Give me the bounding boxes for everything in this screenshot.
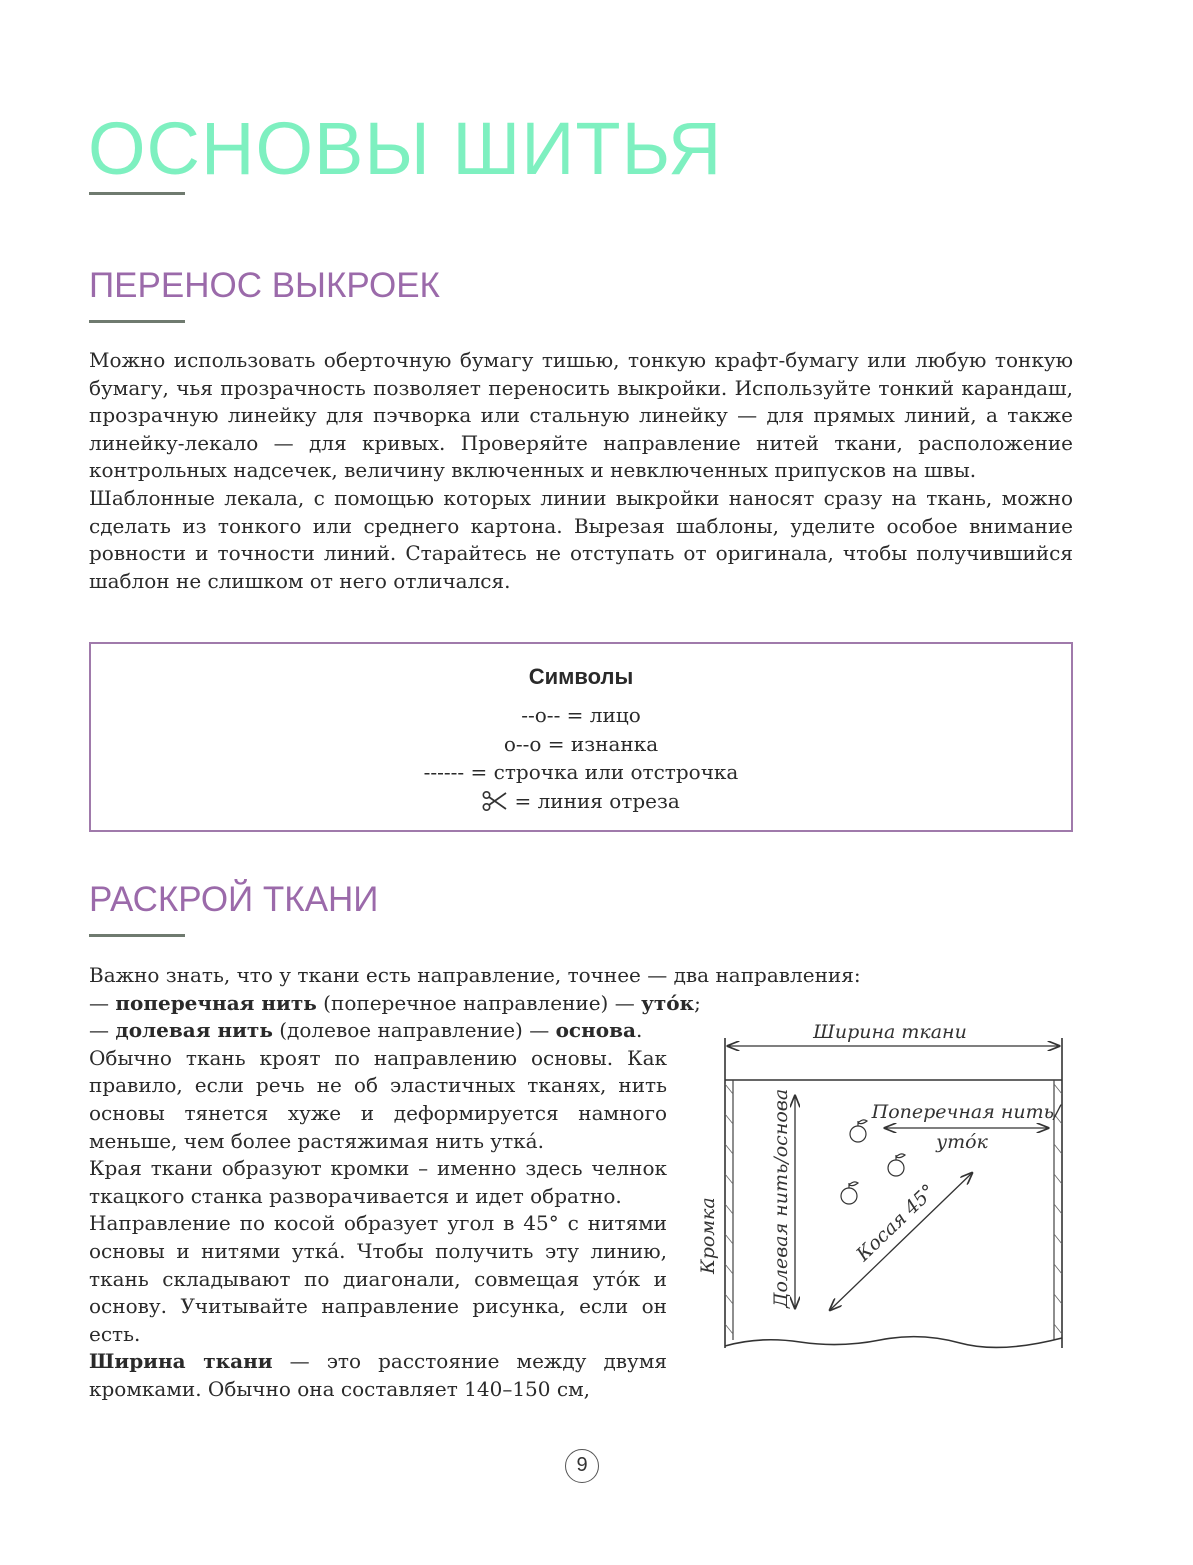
weft-label-line1: Поперечная нить/ — [871, 1101, 1061, 1123]
section-heading-pattern-transfer: ПЕРЕНОС ВЫКРОЕК — [89, 266, 440, 305]
symbol-stitch: ------ = строчка или отстрочка — [423, 760, 739, 784]
warp-label: Долевая нить/основа — [770, 1088, 792, 1308]
fabric-grain-diagram — [690, 1018, 1070, 1358]
intro-line: Важно знать, что у ткани есть направление, точнее — два направления: — [89, 963, 861, 987]
apple-icon — [850, 1120, 867, 1142]
fabric-cutting-intro — [89, 962, 1073, 1017]
section-underline — [89, 934, 185, 937]
paragraph: Направление по косой образует угол в 45° с нитями основы и нитями утка́. Чтобы получить эту линию, ткань складывают по диагонали, совмещая уто́к и основу. Учитывайте направление рисунка, если он есть. — [89, 1211, 667, 1346]
section-heading-fabric-cutting: РАСКРОЙ ТКАНИ — [89, 880, 379, 919]
weft-name: уто́к — [641, 990, 695, 1015]
symbol-right-side: --o-- = лицо — [521, 703, 641, 727]
symbol-cut-line-text: = линия отреза — [514, 788, 680, 813]
bias-label: Косая 45° — [852, 1180, 940, 1266]
apple-icon — [888, 1154, 905, 1176]
symbol-cut-line — [91, 787, 1071, 820]
fabric-width-label: Ширина ткани — [813, 1021, 967, 1043]
page-number: 9 — [565, 1449, 599, 1483]
section-underline — [89, 320, 185, 323]
pattern-transfer-text — [89, 347, 1073, 595]
weft-line: — поперечная нить (поперечное направление) — уто́к; — [89, 990, 701, 1015]
paragraph: Ширина ткани — это расстояние между двумя кромками. Обычно она составляет 140–150 см, — [89, 1349, 667, 1401]
symbol-wrong-side: o--o = изнанка — [503, 731, 659, 756]
title-underline — [89, 192, 185, 195]
symbols-list — [91, 701, 1071, 819]
warp-term: долевая нить — [115, 1018, 273, 1043]
paragraph: Обычно ткань кроят по направлению основы. Как правило, если речь не об эластичных тканях, нить основы тянется хуже и деформируется намного меньше, чем более растяжимая нить утка́. — [89, 1045, 667, 1153]
paragraph: Шаблонные лекала, с помощью которых линии выкройки наносят сразу на ткань, можно сделать из тонкого или среднего картона. Вырезая шаблоны, уделите особое внимание ровности и точности линий. Старайтесь не отступать от оригинала, чтобы получившийся шаблон не слишком от него отличался. — [89, 485, 1073, 593]
fabric-cutting-text — [89, 1017, 667, 1403]
selvage-label: Кромка — [697, 1197, 719, 1274]
fabric-width-term: Ширина ткани — [89, 1349, 273, 1374]
weft-label-line2: уто́к — [936, 1131, 988, 1153]
weft-term: поперечная нить — [115, 990, 317, 1015]
scissors-icon — [482, 790, 508, 820]
symbols-title: Символы — [528, 664, 634, 689]
apple-icon — [841, 1182, 858, 1204]
paragraph: Края ткани образуют кромки – именно здесь челнок ткацкого станка разворачивается и идет обратно. — [89, 1156, 667, 1208]
page-title: ОСНОВЫ ШИТЬЯ — [88, 107, 723, 190]
paragraph: Можно использовать оберточную бумагу тишью, тонкую крафт-бумагу или любую тонкую бумагу, чья прозрачность позволяет переносить выкройки. Используйте тонкий карандаш, прозрачную линейку для пэчворка или стальную линейку — для прямых линий, а также линейку-лекало — для кривых. Проверяйте направление нитей ткани, расположение контрольных надсечек, величину включенных и невключенных припусков на швы. — [89, 348, 1073, 483]
warp-line: — долевая нить (долевое направление) — основа. — [89, 1018, 643, 1043]
warp-name: основа — [555, 1018, 636, 1043]
symbols-box — [89, 642, 1073, 832]
